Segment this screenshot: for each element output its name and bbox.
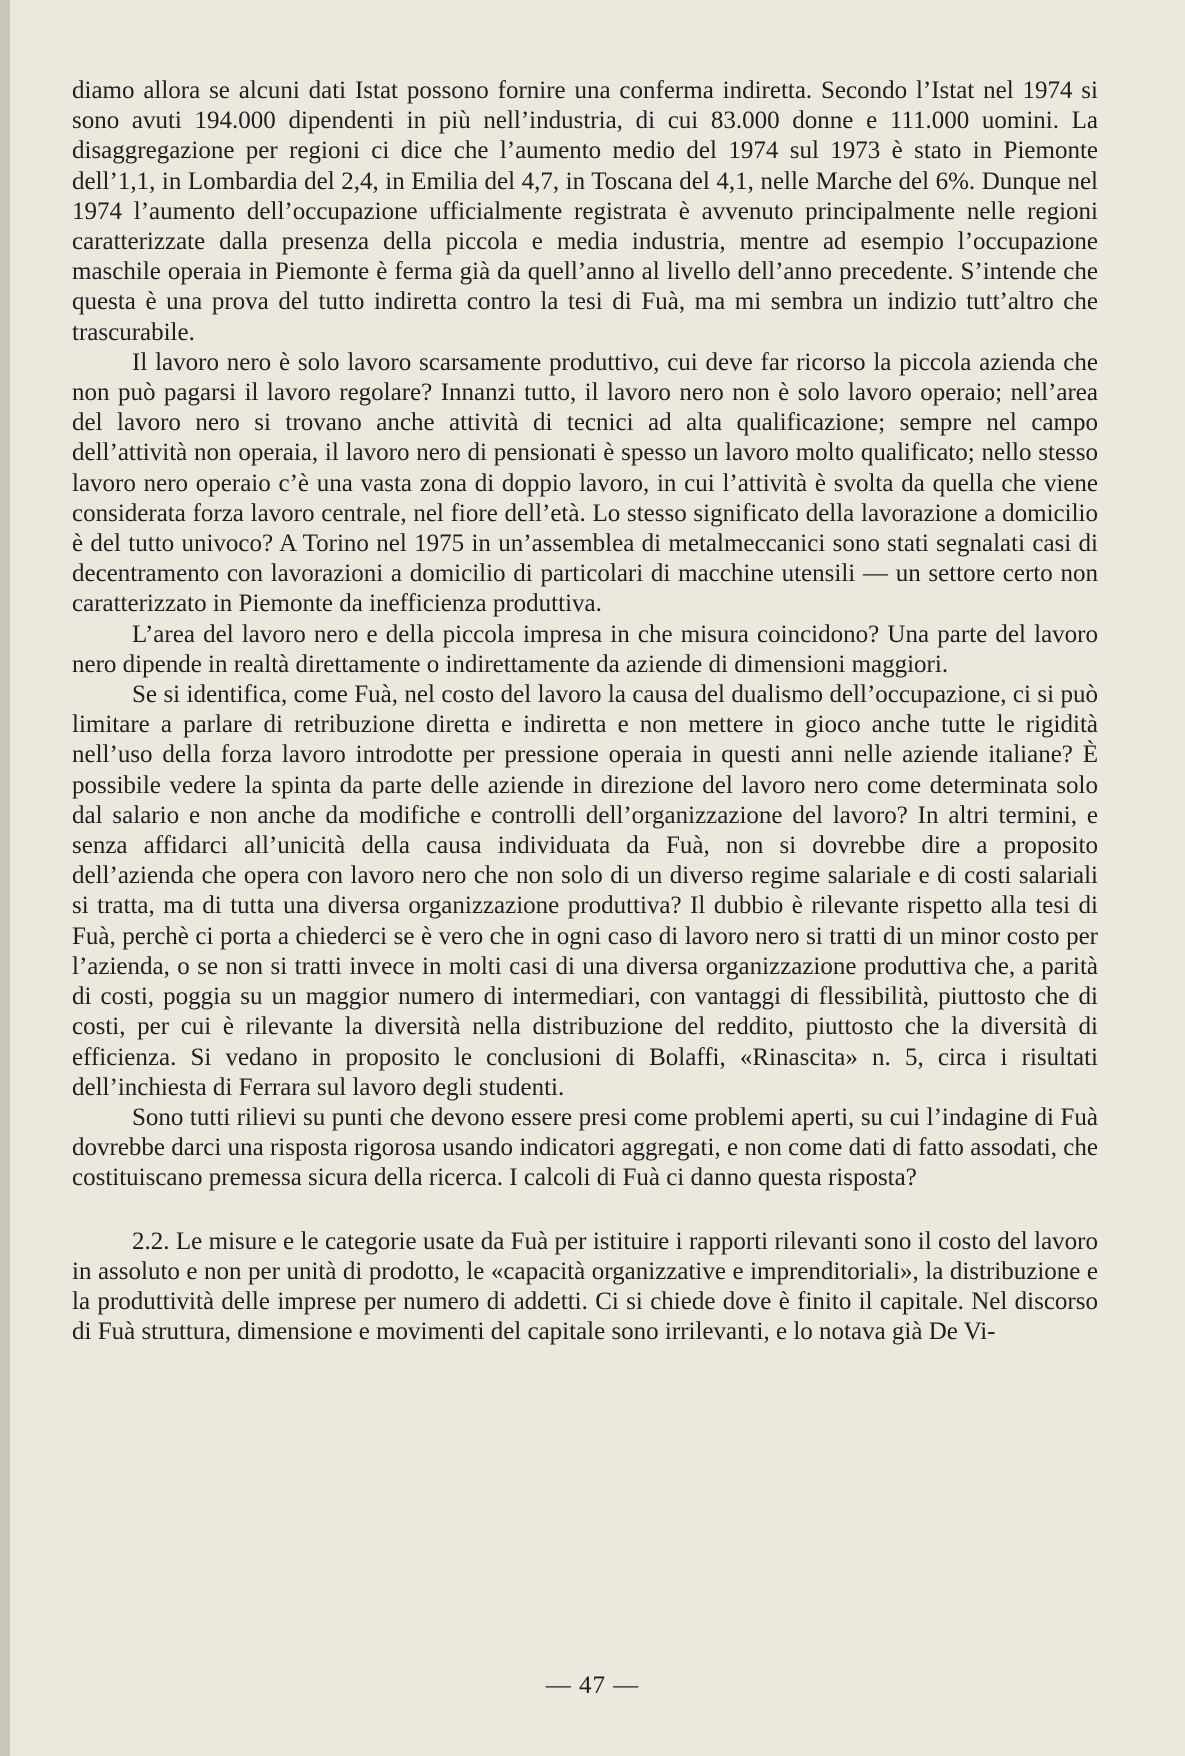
paragraph-2: Il lavoro nero è solo lavoro scarsamente produttivo, cui deve far ricorso la piccola azienda che non può pagarsi il lavoro regolare? Innanzi tutto, il lavoro nero non è solo lavoro operaio; nell’area del lavoro nero si trovano anche attività di tecnici ad alta qualificazione; sempre nel campo dell’attività non operaia, il lavoro nero di pensionati è spesso un lavoro molto qualificato; nello stesso lavoro nero operaio c’è una vasta zona di doppio lavoro, in cui l’attività è svolta da quella che viene considerata forza lavoro centrale, nel fiore dell’età. Lo stesso significato della lavorazione a domicilio è del tutto univoco? A Torino nel 1975 in un’assemblea di metalmeccanici sono stati segnalati casi di decentramento con lavorazioni a domicilio di particolari di macchine utensili — un settore certo non caratterizzato in Piemonte da inefficienza produttiva.: [72, 348, 1098, 618]
paragraph-5: Sono tutti rilievi su punti che devono essere presi come problemi aperti, su cui l’indagine di Fuà dovrebbe darci una risposta rigorosa usando indicatori aggregati, e non come dati di fatto assodati, che costituiscano premessa sicura della ricerca. I calcoli di Fuà ci danno questa risposta?: [72, 1103, 1098, 1192]
paragraph-4: Se si identifica, come Fuà, nel costo del lavoro la causa del dualismo dell’occupazione, ci si può limitare a parlare di retribuzione diretta e indiretta e non mettere in gioco anche tutte le rigidità nell’uso della forza lavoro introdotte per pressione operaia in questi anni nelle aziende italiane? È possibile vedere la spinta da parte delle aziende in direzione del lavoro nero come determinata solo dal salario e non anche da modifiche e controlli dell’organizzazione del lavoro? In altri termini, e senza affidarci all’unicità della causa individuata da Fuà, non si dovrebbe dire a proposito dell’azienda che opera con lavoro nero che non solo di un diverso regime salariale e di costi salariali si tratta, ma di tutta una diversa organizzazione produttiva? Il dubbio è rilevante rispetto alla tesi di Fuà, perchè ci porta a chiederci se è vero che in ogni caso di lavoro nero si tratti di un minor costo per l’azienda, o se non si tratti invece in molti casi di una diversa organizzazione produttiva che, a parità di costi, poggia su un maggior numero di intermediari, con vantaggi di flessibilità, piuttosto che di costi, per cui è rilevante la diversità nella distribuzione del reddito, piuttosto che la diversità di efficienza. Si vedano in proposito le conclusioni di Bolaffi, «Rinascita» n. 5, circa i risultati dell’inchiesta di Ferrara sul lavoro degli studenti.: [72, 681, 1098, 1101]
page-edge-shadow: [0, 0, 10, 1756]
page-number: — 47 —: [545, 1672, 640, 1699]
paragraph-section-2-2: 2.2. Le misure e le categorie usate da Fuà per istituire i rapporti rilevanti sono il costo del lavoro in assoluto e non per unità di prodotto, le «capacità organizzative e imprenditoriali», la distribuzione e la produttività delle imprese per numero di addetti. Ci si chiede dove è finito il capitale. Nel discorso di Fuà struttura, dimensione e movimenti del capitale sono irrilevanti, e lo notava già De Vi-: [72, 1227, 1098, 1346]
paragraph-1: diamo allora se alcuni dati Istat possono fornire una conferma indiretta. Secondo l’Istat nel 1974 si sono avuti 194.000 dipendenti in più nell’industria, di cui 83.000 donne e 111.000 uomini. La disaggregazione per regioni ci dice che l’aumento medio del 1974 sul 1973 è stato in Piemonte dell’1,1, in Lombardia del 2,4, in Emilia del 4,7, in Toscana del 4,1, nelle Marche del 6%. Dunque nel 1974 l’aumento dell’occupazione ufficialmente registrata è avvenuto principalmente nelle regioni caratterizzate dalla presenza della piccola e media industria, mentre ad esempio l’occupazione maschile operaia in Piemonte è ferma già da quell’anno al livello dell’anno precedente. S’intende che questa è una prova del tutto indiretta contro la tesi di Fuà, ma mi sembra un indizio tutt’altro che trascurabile.: [72, 77, 1098, 346]
paragraph-3: L’area del lavoro nero e della piccola impresa in che misura coincidono? Una parte del lavoro nero dipende in realtà direttamente o indirettamente da aziende di dimensioni maggiori.: [72, 620, 1098, 678]
body-text: [72, 76, 1098, 1347]
